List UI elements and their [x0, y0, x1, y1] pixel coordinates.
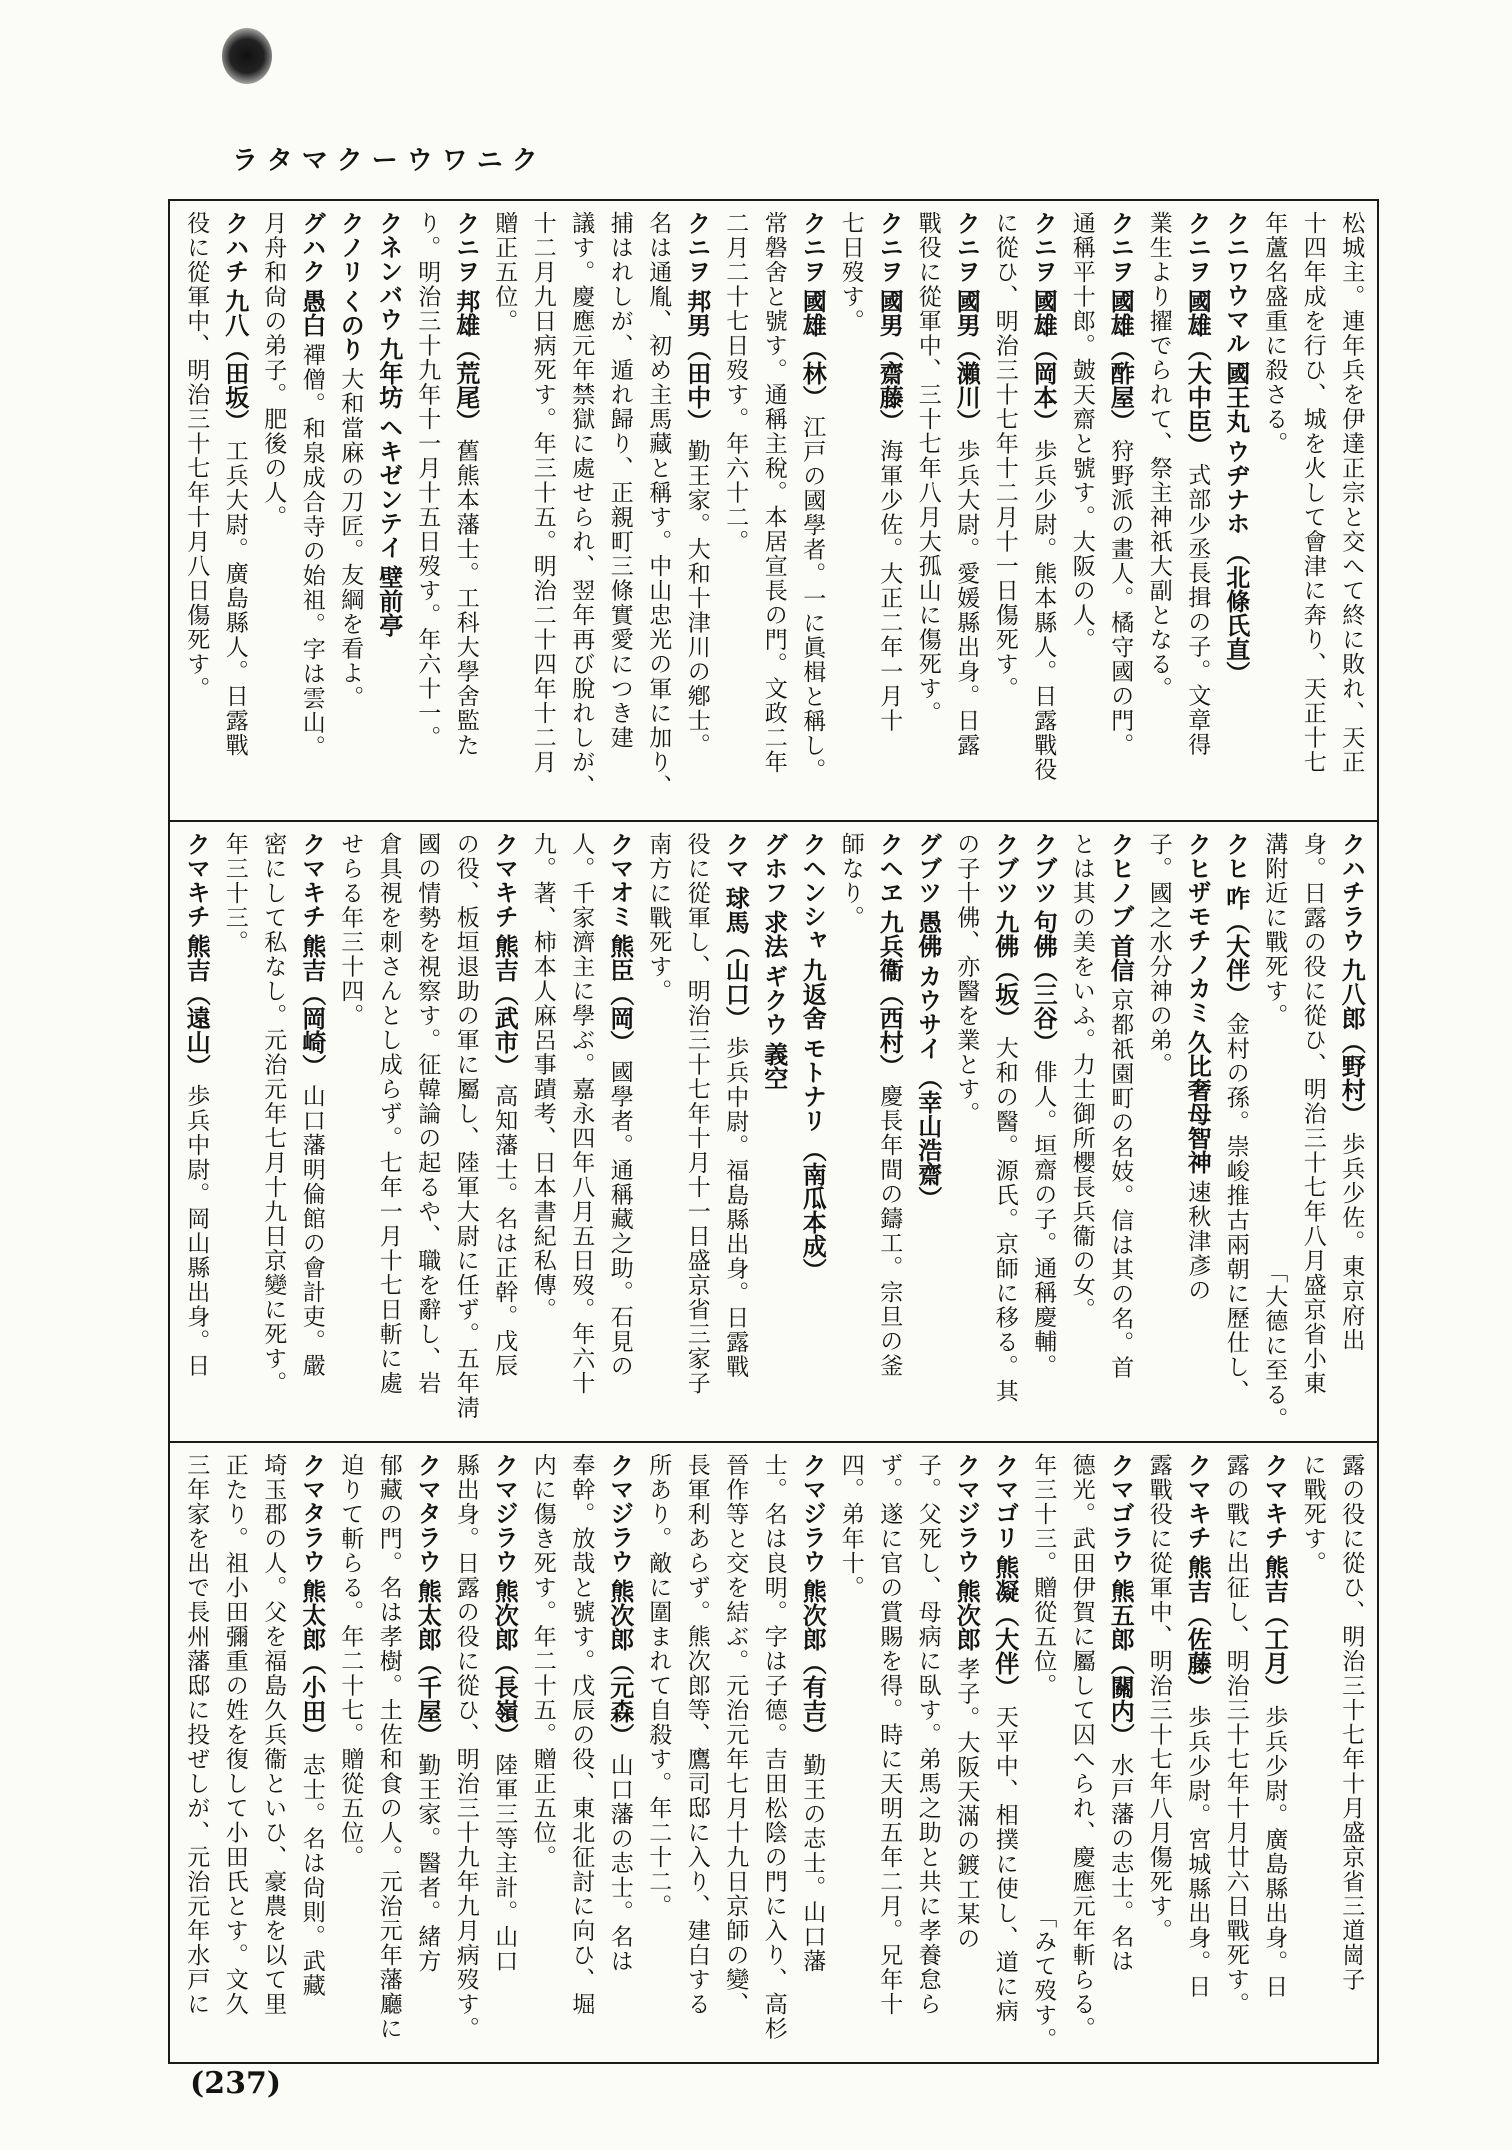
section-middle — [170, 822, 1377, 1441]
entry-name: 熊吉（遠山） — [182, 934, 212, 1078]
entry-text: 南方に戰死す。 — [645, 832, 672, 1004]
entry-text: 歩兵中尉。福島縣出身。日露戰 — [722, 1036, 749, 1379]
text-column — [447, 211, 486, 810]
section-top — [170, 201, 1377, 820]
entry-text: 十四年成を行ひ、城を火して會津に奔り、天正十七 — [1299, 211, 1326, 775]
entry-name: （幸山浩齋） — [913, 1066, 943, 1210]
text-column — [1179, 832, 1218, 1431]
entry-text: 金村の孫。崇峻推古兩朝に歷仕し、 — [1222, 1012, 1249, 1404]
entry-text: 密にして私なし。元治元年七月十九日京變に死す。 — [260, 832, 287, 1396]
entry-headword: クマジラウ — [952, 1453, 981, 1573]
text-column — [524, 832, 563, 1431]
entry-name: 九兵衞（西村） — [875, 910, 905, 1078]
entry-text: 人。千家濟主に學ぶ。嘉永四年八月五日歿。年六十 — [568, 832, 595, 1396]
text-column — [794, 832, 833, 1431]
entry-headword: クヒ — [1221, 832, 1250, 880]
entry-text: 七日歿す。 — [837, 211, 864, 334]
entry-name: 九年坊 — [374, 337, 404, 409]
text-column — [409, 1453, 448, 2052]
text-column — [832, 211, 871, 810]
entry-name: （南瓜本成） — [798, 1138, 828, 1282]
text-column — [755, 1453, 794, 2052]
entry-text: 師なり。 — [837, 832, 864, 930]
text-column — [1063, 832, 1102, 1431]
text-column — [255, 1453, 294, 2052]
entry-headword: ウヂナホ — [1221, 439, 1250, 535]
entry-name: 國雄（酢屋） — [1106, 289, 1136, 433]
entry-headword: クハチラウ — [1337, 832, 1366, 952]
text-column — [1140, 1453, 1179, 2052]
text-column — [1025, 211, 1064, 810]
text-column — [486, 211, 525, 810]
entry-text: 京都祇園町の名妓。信は其の名。首 — [1107, 988, 1134, 1380]
text-column — [409, 832, 448, 1431]
text-column — [216, 211, 255, 810]
entry-name: 球馬（山口） — [721, 886, 751, 1030]
entry-headword: クマキチ — [490, 832, 519, 928]
text-column — [1333, 832, 1372, 1431]
entry-text: 常磐舍と號す。通稱主稅。本居宣長の門。文政二年 — [760, 211, 787, 775]
entry-text: 通稱平十郎。皷天齋と號す。大阪の人。 — [1068, 211, 1095, 652]
entry-text: 海軍少佐。大正二年一月十 — [876, 439, 903, 733]
entry-name: 熊次郎（元森） — [605, 1579, 635, 1747]
text-column — [563, 1453, 602, 2052]
entry-headword: クノリ — [336, 211, 365, 283]
entry-text: 大和當麻の刀匠。友綱を看よ。 — [337, 367, 364, 710]
entry-headword: クマキチ — [182, 832, 211, 928]
entry-text: 二月二十七日歿す。年六十二。 — [722, 211, 749, 554]
entry-headword: クマゴリ — [990, 1453, 1019, 1549]
text-column — [986, 1453, 1025, 2052]
page-number: (237) — [190, 2066, 282, 2101]
entry-headword: クマタラウ — [413, 1453, 442, 1573]
entry-text: 國の情勢を視察す。征韓論の起るや、職を辭し、岩 — [414, 832, 441, 1396]
entry-headword: ヘキゼンテイ — [374, 415, 403, 559]
entry-name: 國雄（岡本） — [1029, 289, 1059, 433]
running-head: ラタマクーウワニク — [232, 146, 547, 176]
text-column — [832, 1453, 871, 2052]
entry-headword: クマキチ — [1260, 1453, 1289, 1549]
entry-name: 熊次郎（長嶺） — [490, 1579, 520, 1747]
text-column — [216, 1453, 255, 2052]
entry-name: 國雄（林） — [798, 289, 828, 409]
entry-headword: グブツ — [913, 832, 942, 904]
text-column — [178, 1453, 217, 2052]
entry-name: 國王丸 — [1221, 361, 1251, 433]
entry-name: 邦男（田中） — [682, 289, 712, 433]
entry-text: ず。遂に官の賞賜を得。時に天明五年二月。兄年十 — [876, 1453, 903, 2017]
text-column — [909, 211, 948, 810]
text-column — [332, 211, 371, 810]
entry-name: 邦雄（荒尾） — [451, 289, 481, 433]
entry-text: 俳人。垣齋の子。通稱慶輔。 — [1030, 1060, 1057, 1379]
entry-text: 歩兵少佐。東京府出 — [1338, 1132, 1365, 1353]
entry-text: 歩兵少尉。廣島縣出身。日 — [1261, 1705, 1288, 1999]
entry-text: 歩兵中尉。岡山縣出身。日 — [183, 1084, 210, 1378]
entry-text: 舊熊本藩士。工科大學舍監た — [452, 439, 479, 758]
entry-headword: グホフ — [759, 832, 788, 904]
entry-text: り。明治三十九年十一月十五日歿す。年六十一。 — [414, 211, 441, 750]
text-column — [1025, 1453, 1064, 2052]
text-column — [1256, 832, 1295, 1431]
entry-text: 戰役に從軍中、三十七年八月大孤山に傷死す。 — [914, 211, 941, 726]
text-column — [986, 211, 1025, 810]
entry-text: 子。父死し、母病に臥す。弟馬之助と共に孝養怠ら — [914, 1453, 941, 2017]
entry-headword: クブツ — [1029, 832, 1058, 904]
entry-text: 役に從軍中、明治三十七年十月八日傷死す。 — [183, 211, 210, 701]
entry-text: 江戸の國學者。一に眞楫と稱し。 — [799, 415, 826, 783]
entry-text: 勤王家。醫者。緒方 — [414, 1753, 441, 1974]
entry-headword: クマジラウ — [490, 1453, 519, 1573]
entry-text: 月舟和尙の弟子。肥後の人。 — [260, 211, 287, 530]
entry-text: 山口藩の志士。名は — [606, 1753, 633, 1974]
entry-headword: クマタラウ — [297, 1453, 326, 1573]
text-column — [1025, 832, 1064, 1431]
text-column — [255, 832, 294, 1431]
entry-headword: クマジラウ — [605, 1453, 634, 1573]
entry-text: 業生より擢でられて、祭主神祇大副となる。 — [1145, 211, 1172, 701]
entry-text: 議す。慶應元年禁獄に處せられ、翌年再び脫れしが、 — [568, 211, 595, 799]
entry-text: 名は通胤、初め主馬藏と稱す。中山忠光の軍に加り、 — [645, 211, 672, 799]
text-column — [1140, 211, 1179, 810]
entry-text: 所あり。敵に圍まれて自殺す。年二十二。 — [645, 1453, 672, 1919]
entry-headword: クニヲ — [682, 211, 711, 283]
entry-name: 九返舍 — [798, 958, 828, 1030]
text-column — [717, 211, 756, 810]
text-column — [1140, 832, 1179, 1431]
entry-name: 九八（田坂） — [220, 289, 250, 433]
entry-name: 求法 — [759, 910, 789, 958]
text-column — [1063, 1453, 1102, 2052]
entry-text: 禪僧。和泉成合寺の始祖。字は雲山。 — [298, 343, 325, 760]
text-column — [717, 832, 756, 1431]
text-column — [755, 832, 794, 1431]
entry-text: 三年家を出で長州藩邸に投ぜしが、元治元年水戸に — [183, 1453, 210, 2017]
entry-text: 德光。武田伊賀に屬して囚へられ、慶應元年斬らる。 — [1068, 1453, 1095, 2041]
entry-headword: クハチ — [220, 211, 249, 283]
entry-text: の子十佛、亦醫を業とす。 — [953, 832, 980, 1126]
entry-text: 奉幹。放哉と號す。戊辰の役、東北征討に向ひ、堀 — [568, 1453, 595, 2017]
entry-name: 九佛（坂） — [990, 910, 1020, 1030]
text-column — [370, 1453, 409, 2052]
text-column — [332, 1453, 371, 2052]
entry-text: 長軍利あらず。熊次郎等、鷹司邸に入り、建白する — [683, 1453, 710, 2017]
entry-headword: グハク — [297, 211, 326, 283]
entry-text: 身。日露の役に從ひ、明治三十七年八月盛京省小東 — [1299, 832, 1326, 1396]
text-column — [1256, 1453, 1295, 2052]
entry-text: 露の戰に出征し、明治三十七年十月廿六日戰死す。 — [1222, 1453, 1249, 2017]
text-column — [486, 1453, 525, 2052]
entry-text: 内に傷き死す。年二十五。贈正五位。 — [529, 1453, 556, 1870]
entry-name: 句佛（三谷） — [1029, 910, 1059, 1054]
entry-text: 式部少丞長揖の子。文章得 — [1184, 463, 1211, 757]
text-column — [216, 832, 255, 1431]
entry-text: 役に從軍し、明治三十七年十月十一日盛京省三家子 — [683, 832, 710, 1396]
entry-text: とは其の美をいふ。力士御所櫻長兵衞の女。 — [1068, 832, 1095, 1322]
entry-name: 熊臣（岡） — [605, 934, 635, 1054]
entry-text: 歩兵少尉。宮城縣出身。日 — [1184, 1705, 1211, 1999]
text-column — [601, 1453, 640, 2052]
text-column — [678, 832, 717, 1431]
entry-text: 年蘆名盛重に殺さる。 — [1261, 211, 1288, 456]
text-column — [293, 1453, 332, 2052]
ink-smudge — [222, 28, 272, 84]
entry-headword: クヒノブ — [1106, 832, 1135, 928]
text-column — [640, 211, 679, 810]
text-column — [794, 211, 833, 810]
entry-name: 久比奢母智神 — [1183, 1030, 1213, 1174]
text-column — [1217, 1453, 1256, 2052]
entry-headword: クニヲ — [451, 211, 480, 283]
entry-headword: ギクウ — [759, 964, 788, 1036]
text-column — [1102, 832, 1141, 1431]
text-column — [1063, 211, 1102, 810]
text-column — [948, 1453, 987, 2052]
entry-headword: クマキチ — [1183, 1453, 1212, 1549]
entry-name: 義空 — [759, 1042, 789, 1090]
entry-text: 勤王家。大和十津川の鄕士。 — [683, 439, 710, 758]
entry-name: 熊太郎（小田） — [297, 1579, 327, 1747]
entry-headword: クニワウマル — [1221, 211, 1250, 355]
entry-name: 國雄（大中臣） — [1183, 289, 1213, 457]
entry-text: 狩野派の畫人。橘守國の門。 — [1107, 439, 1134, 758]
entry-text: 山口藩明倫館の會計吏。嚴 — [298, 1084, 325, 1378]
text-column — [1333, 1453, 1372, 2052]
entry-continuation: 「みて歿す。 — [1030, 1905, 1057, 2052]
entry-text: 縣出身。日露の役に從ひ、明治三十九年九月病歿す。 — [452, 1453, 479, 2041]
text-column — [1294, 1453, 1333, 2052]
entry-name: 壁前亭 — [374, 565, 404, 637]
text-column — [524, 211, 563, 810]
text-column — [370, 211, 409, 810]
entry-headword: クニヲ — [798, 211, 827, 283]
text-column — [1294, 832, 1333, 1431]
text-column — [1256, 211, 1295, 810]
text-column — [678, 1453, 717, 2052]
text-column — [640, 832, 679, 1431]
entry-name: 熊次郎（有吉） — [798, 1579, 828, 1747]
entry-text: 歩兵大尉。愛媛縣出身。日露 — [953, 439, 980, 758]
text-column — [1102, 211, 1141, 810]
entry-text: 士。名は良明。字は子德。吉田松陰の門に入り、高杉 — [760, 1453, 787, 2041]
entry-text: 水戸藩の志士。名は — [1107, 1753, 1134, 1974]
entry-name: 熊次郎 — [952, 1579, 982, 1651]
text-column — [178, 832, 217, 1431]
entry-name: くのり — [336, 289, 366, 361]
entry-text: 子。國之水分神の弟。 — [1145, 832, 1172, 1077]
entry-headword: クニヲ — [1183, 211, 1212, 283]
text-column — [409, 211, 448, 810]
entry-text: 九。著、柿本人麻呂事蹟考、日本書紀私傳。 — [529, 832, 556, 1322]
entry-headword: クヒザモチノカミ — [1183, 832, 1212, 1024]
entry-headword: クニヲ — [875, 211, 904, 283]
text-column — [1294, 211, 1333, 810]
entry-text: 年三十三。贈從五位。 — [1030, 1453, 1057, 1698]
text-column — [255, 211, 294, 810]
entry-text: に從ひ、明治三十七年十二月十一日傷死す。 — [991, 211, 1018, 701]
entry-text: 十二月九日病死す。年三十五。明治二十四年十二月 — [529, 211, 556, 775]
text-column — [524, 1453, 563, 2052]
entry-name: 九八郎（野村） — [1337, 958, 1367, 1126]
entry-text: 迫りて斬らる。年二十七。贈從五位。 — [337, 1453, 364, 1870]
entry-text: 晉作等と交を結ぶ。元治元年七月十九日京師の變、 — [722, 1453, 749, 2017]
entry-text: 捕はれしが、遁れ歸り、正親町三條實愛につき建 — [606, 211, 633, 750]
text-column — [909, 832, 948, 1431]
text-column — [948, 211, 987, 810]
entry-text: の役、板垣退助の軍に屬し、陸軍大尉に任ず。五年淸 — [452, 832, 479, 1420]
entry-text: 露の役に從ひ、明治三十七年十月盛京省三道崗子 — [1338, 1453, 1365, 1992]
entry-name: 熊凝（大伴） — [990, 1555, 1020, 1699]
entry-name: 熊吉（岡崎） — [297, 934, 327, 1078]
entry-headword: クニヲ — [952, 211, 981, 283]
entry-headword: クマキチ — [297, 832, 326, 928]
entry-text: 溝附近に戰死す。 — [1261, 832, 1288, 1028]
entry-text: 大和の醫。源氏。京師に移る。其 — [991, 1036, 1018, 1404]
entry-text: 天平中、相撲に使し、道に病 — [991, 1705, 1018, 2024]
text-column — [1217, 832, 1256, 1431]
text-column — [178, 211, 217, 810]
entry-name: 熊吉（工月） — [1260, 1555, 1290, 1699]
text-column — [601, 832, 640, 1431]
entry-text: 露戰役に從軍中、明治三十七年八月傷死す。 — [1145, 1453, 1172, 1943]
entry-name: 國男（瀨川） — [952, 289, 982, 433]
text-column — [486, 832, 525, 1431]
text-column — [601, 211, 640, 810]
entry-text: 志士。名は尙則。武藏 — [298, 1753, 325, 1998]
entry-headword: クマ — [721, 832, 750, 880]
entry-headword: クネンバウ — [374, 211, 403, 331]
entry-text: 歩兵少尉。熊本縣人。日露戰役 — [1030, 439, 1057, 782]
section-bottom — [170, 1443, 1377, 2062]
entry-text: 工兵大尉。廣島縣人。日露戰 — [221, 439, 248, 758]
entry-headword: クニヲ — [1029, 211, 1058, 283]
text-column — [832, 832, 871, 1431]
entry-text: 高知藩士。名は正幹。戊辰 — [491, 1084, 518, 1378]
entry-text: 國學者。通稱藏之助。石見の — [606, 1060, 633, 1379]
text-column — [563, 211, 602, 810]
entry-headword: クマゴラウ — [1106, 1453, 1135, 1573]
entry-headword: クヘンシャ — [798, 832, 827, 952]
entry-headword: クヘヱ — [875, 832, 904, 904]
entry-name: （北條氏直） — [1221, 541, 1251, 685]
entry-text: 正たり。祖小田彌重の姓を復して小田氏とす。文久 — [221, 1453, 248, 2017]
text-column — [871, 1453, 910, 2052]
entry-text: 埼玉郡の人。父を福島久兵衞といひ、豪農を以て里 — [260, 1453, 287, 2017]
entry-text: 倉具視を刺さんとし成らず。七年一月十七日斬に處 — [375, 832, 402, 1396]
text-column — [986, 832, 1025, 1431]
entry-headword: カウサイ — [913, 964, 942, 1060]
text-column — [370, 832, 409, 1431]
text-column — [871, 832, 910, 1431]
text-column — [794, 1453, 833, 2052]
entry-text: 慶長年間の鑄工。宗旦の釜 — [876, 1084, 903, 1378]
entry-headword: クマオミ — [605, 832, 634, 928]
entry-text: 年三十三。 — [221, 832, 248, 955]
entry-text: 郁藏の門。名は孝樹。土佐和食の人。元治元年藩廳に — [375, 1453, 402, 2041]
entry-headword: モトナリ — [798, 1036, 827, 1132]
text-column — [678, 211, 717, 810]
text-column — [871, 211, 910, 810]
text-column — [293, 211, 332, 810]
entry-text: 勤王の志士。山口藩 — [799, 1753, 826, 1974]
entry-name: 熊吉（武市） — [490, 934, 520, 1078]
entry-name: 熊太郎（千屋） — [413, 1579, 443, 1747]
entry-headword: クブツ — [990, 832, 1019, 904]
text-column — [563, 832, 602, 1431]
page-frame — [168, 199, 1379, 2064]
entry-name: 愚佛 — [913, 910, 943, 958]
text-column — [755, 211, 794, 810]
entry-text: 孝子。大阪天滿の鍍工某の — [953, 1657, 980, 1951]
entry-text: に戰死す。 — [1299, 1453, 1326, 1576]
text-column — [447, 832, 486, 1431]
text-column — [948, 832, 987, 1431]
entry-text: 松城主。連年兵を伊達正宗と交へて終に敗れ、天正 — [1338, 211, 1365, 775]
entry-name: 首信 — [1106, 934, 1136, 982]
text-column — [909, 1453, 948, 2052]
text-column — [447, 1453, 486, 2052]
text-column — [1102, 1453, 1141, 2052]
entry-text: 四。弟年十。 — [837, 1453, 864, 1600]
entry-name: 熊五郎（關内） — [1106, 1579, 1136, 1747]
text-column — [1333, 211, 1372, 810]
entry-text: 陸軍三等主計。山口 — [491, 1753, 518, 1974]
text-column — [1217, 211, 1256, 810]
entry-name: 熊吉（佐藤） — [1183, 1555, 1213, 1699]
entry-name: 咋（大伴） — [1221, 886, 1251, 1006]
entry-continuation: 「大德に至る。 — [1261, 1259, 1288, 1431]
entry-headword: クニヲ — [1106, 211, 1135, 283]
entry-text: 贈正五位。 — [491, 211, 518, 334]
text-column — [640, 1453, 679, 2052]
entry-headword: クマジラウ — [798, 1453, 827, 1573]
text-column — [293, 832, 332, 1431]
entry-text: 速秋津彥の — [1184, 1180, 1211, 1303]
entry-name: 愚白 — [297, 289, 327, 337]
text-column — [332, 832, 371, 1431]
entry-name: 國男（齋藤） — [875, 289, 905, 433]
text-column — [1179, 1453, 1218, 2052]
entry-text: せらる年三十四。 — [337, 832, 364, 1028]
text-column — [1179, 211, 1218, 810]
text-column — [717, 1453, 756, 2052]
